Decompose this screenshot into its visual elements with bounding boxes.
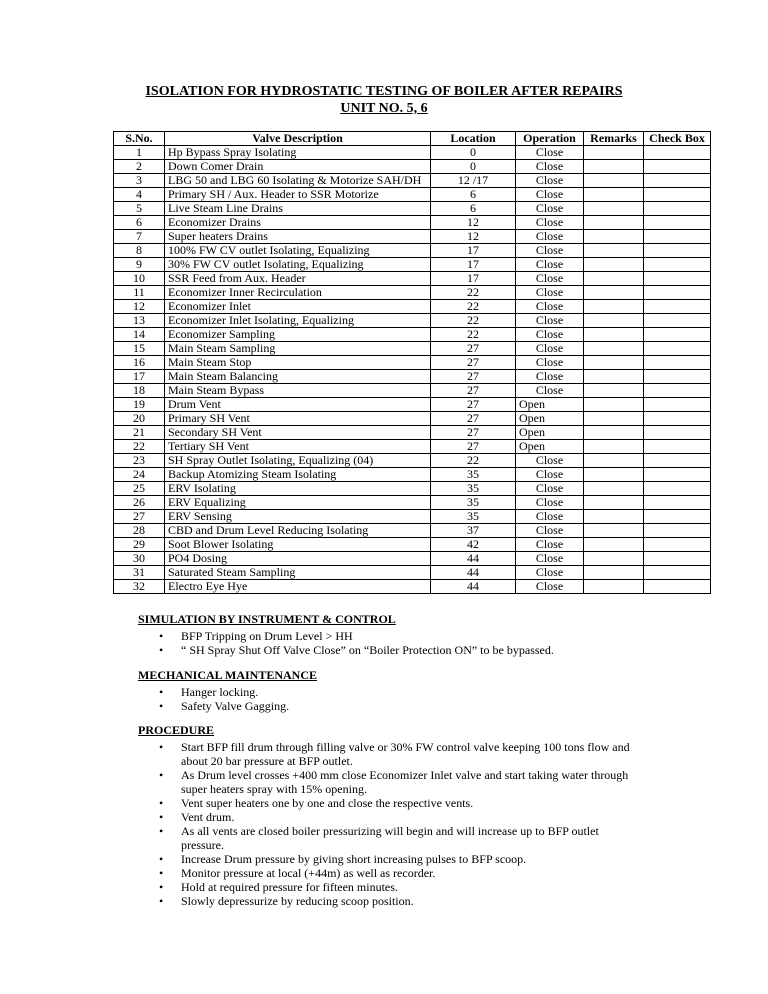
cell-check-box	[644, 552, 711, 566]
cell-description: Economizer Inlet	[165, 300, 431, 314]
cell-sno: 13	[114, 314, 165, 328]
procedure-list	[138, 740, 641, 908]
table-header-row	[114, 132, 711, 146]
cell-remarks	[584, 426, 644, 440]
cell-check-box	[644, 188, 711, 202]
cell-sno: 21	[114, 426, 165, 440]
cell-description: Main Steam Stop	[165, 356, 431, 370]
cell-operation: Close	[516, 524, 584, 538]
table-row	[114, 426, 711, 440]
cell-operation: Close	[516, 328, 584, 342]
cell-operation: Close	[516, 272, 584, 286]
list-item	[138, 810, 641, 824]
cell-operation: Open	[516, 398, 584, 412]
cell-remarks	[584, 398, 644, 412]
cell-description: Electro Eye Hye	[165, 580, 431, 594]
table-row	[114, 146, 711, 160]
table-row	[114, 552, 711, 566]
cell-check-box	[644, 272, 711, 286]
list-item-text: “ SH Spray Shut Off Valve Close” on “Boiler Protection ON” to be bypassed.	[181, 643, 554, 657]
cell-description: 30% FW CV outlet Isolating, Equalizing	[165, 258, 431, 272]
list-item-text: Increase Drum pressure by giving short increasing pulses to BFP scoop.	[181, 852, 527, 866]
cell-operation: Open	[516, 440, 584, 454]
list-item-text: Slowly depressurize by reducing scoop position.	[181, 894, 414, 908]
cell-check-box	[644, 146, 711, 160]
cell-description: Hp Bypass Spray Isolating	[165, 146, 431, 160]
column-header-sno: S.No.	[114, 132, 165, 146]
cell-remarks	[584, 496, 644, 510]
cell-description: 100% FW CV outlet Isolating, Equalizing	[165, 244, 431, 258]
cell-remarks	[584, 510, 644, 524]
cell-check-box	[644, 230, 711, 244]
cell-remarks	[584, 174, 644, 188]
cell-check-box	[644, 412, 711, 426]
column-header-remarks: Remarks	[584, 132, 644, 146]
cell-check-box	[644, 216, 711, 230]
cell-sno: 32	[114, 580, 165, 594]
cell-check-box	[644, 496, 711, 510]
table-row	[114, 202, 711, 216]
cell-operation: Close	[516, 216, 584, 230]
cell-description: Primary SH / Aux. Header to SSR Motorize	[165, 188, 431, 202]
cell-check-box	[644, 566, 711, 580]
list-item-text: Monitor pressure at local (+44m) as well as recorder.	[181, 866, 436, 880]
cell-operation: Close	[516, 202, 584, 216]
cell-sno: 5	[114, 202, 165, 216]
table-row	[114, 174, 711, 188]
cell-location: 17	[431, 244, 516, 258]
bullet-icon: •	[159, 643, 164, 657]
cell-operation: Close	[516, 342, 584, 356]
table-row	[114, 328, 711, 342]
cell-operation: Close	[516, 552, 584, 566]
cell-location: 37	[431, 524, 516, 538]
cell-operation: Close	[516, 580, 584, 594]
cell-sno: 26	[114, 496, 165, 510]
cell-location: 0	[431, 160, 516, 174]
cell-sno: 6	[114, 216, 165, 230]
cell-operation: Close	[516, 384, 584, 398]
simulation-list	[138, 629, 641, 657]
cell-check-box	[644, 314, 711, 328]
cell-check-box	[644, 468, 711, 482]
cell-description: Main Steam Balancing	[165, 370, 431, 384]
cell-remarks	[584, 272, 644, 286]
cell-check-box	[644, 426, 711, 440]
cell-check-box	[644, 454, 711, 468]
unit-subtitle: UNIT NO. 5, 6	[340, 101, 428, 116]
table-row	[114, 398, 711, 412]
cell-operation: Close	[516, 482, 584, 496]
table-row	[114, 412, 711, 426]
list-item	[138, 768, 641, 796]
page-title: ISOLATION FOR HYDROSTATIC TESTING OF BOILER AFTER REPAIRS	[145, 84, 623, 99]
cell-operation: Close	[516, 314, 584, 328]
cell-operation: Close	[516, 356, 584, 370]
cell-remarks	[584, 552, 644, 566]
cell-check-box	[644, 398, 711, 412]
cell-check-box	[644, 174, 711, 188]
table-row	[114, 314, 711, 328]
cell-check-box	[644, 524, 711, 538]
cell-operation: Close	[516, 370, 584, 384]
list-item	[138, 699, 641, 713]
bullet-icon: •	[159, 629, 164, 643]
cell-operation: Close	[516, 300, 584, 314]
cell-operation: Close	[516, 566, 584, 580]
cell-sno: 19	[114, 398, 165, 412]
cell-sno: 11	[114, 286, 165, 300]
cell-location: 12	[431, 216, 516, 230]
list-item-text: Vent drum.	[181, 810, 235, 824]
cell-sno: 29	[114, 538, 165, 552]
cell-operation: Close	[516, 538, 584, 552]
table-row	[114, 370, 711, 384]
cell-description: Down Comer Drain	[165, 160, 431, 174]
cell-sno: 12	[114, 300, 165, 314]
cell-location: 27	[431, 356, 516, 370]
table-row	[114, 454, 711, 468]
cell-remarks	[584, 258, 644, 272]
cell-check-box	[644, 510, 711, 524]
cell-sno: 28	[114, 524, 165, 538]
cell-location: 44	[431, 580, 516, 594]
cell-remarks	[584, 216, 644, 230]
column-header-check-box: Check Box	[644, 132, 711, 146]
table-row	[114, 468, 711, 482]
cell-check-box	[644, 580, 711, 594]
column-header-location: Location	[431, 132, 516, 146]
cell-operation: Open	[516, 426, 584, 440]
list-item-text: Hold at required pressure for fifteen minutes.	[181, 880, 398, 894]
cell-operation: Close	[516, 258, 584, 272]
column-header-description: Valve Description	[165, 132, 431, 146]
cell-remarks	[584, 468, 644, 482]
column-header-operation: Operation	[516, 132, 584, 146]
cell-remarks	[584, 356, 644, 370]
cell-remarks	[584, 524, 644, 538]
cell-sno: 1	[114, 146, 165, 160]
list-item	[138, 629, 641, 643]
procedure-heading: PROCEDURE	[138, 723, 215, 737]
cell-description: Economizer Inner Recirculation	[165, 286, 431, 300]
cell-check-box	[644, 370, 711, 384]
cell-description: Live Steam Line Drains	[165, 202, 431, 216]
list-item	[138, 740, 641, 768]
cell-description: Main Steam Sampling	[165, 342, 431, 356]
cell-location: 12	[431, 230, 516, 244]
cell-description: Backup Atomizing Steam Isolating	[165, 468, 431, 482]
cell-remarks	[584, 342, 644, 356]
cell-operation: Close	[516, 230, 584, 244]
cell-location: 27	[431, 440, 516, 454]
bullet-icon: •	[159, 852, 164, 866]
bullet-icon: •	[159, 824, 164, 838]
cell-check-box	[644, 244, 711, 258]
mechanical-list	[138, 685, 641, 713]
cell-sno: 18	[114, 384, 165, 398]
cell-description: Saturated Steam Sampling	[165, 566, 431, 580]
table-row	[114, 482, 711, 496]
table-row	[114, 244, 711, 258]
cell-location: 6	[431, 188, 516, 202]
cell-remarks	[584, 566, 644, 580]
cell-remarks	[584, 188, 644, 202]
cell-sno: 16	[114, 356, 165, 370]
cell-sno: 3	[114, 174, 165, 188]
list-item	[138, 796, 641, 810]
cell-remarks	[584, 454, 644, 468]
cell-location: 27	[431, 412, 516, 426]
cell-operation: Close	[516, 160, 584, 174]
cell-check-box	[644, 258, 711, 272]
cell-remarks	[584, 300, 644, 314]
cell-check-box	[644, 202, 711, 216]
table-row	[114, 538, 711, 552]
table-row	[114, 258, 711, 272]
cell-check-box	[644, 160, 711, 174]
cell-description: Super heaters Drains	[165, 230, 431, 244]
cell-sno: 10	[114, 272, 165, 286]
cell-operation: Close	[516, 174, 584, 188]
cell-description: LBG 50 and LBG 60 Isolating & Motorize SAH/DH	[165, 174, 431, 188]
cell-remarks	[584, 412, 644, 426]
cell-description: Primary SH Vent	[165, 412, 431, 426]
cell-remarks	[584, 146, 644, 160]
simulation-heading: SIMULATION BY INSTRUMENT & CONTROL	[138, 612, 396, 626]
cell-remarks	[584, 370, 644, 384]
bullet-icon: •	[159, 768, 164, 782]
cell-description: ERV Sensing	[165, 510, 431, 524]
cell-remarks	[584, 160, 644, 174]
cell-operation: Open	[516, 412, 584, 426]
list-item-text: Safety Valve Gagging.	[181, 699, 290, 713]
cell-location: 35	[431, 510, 516, 524]
table-row	[114, 524, 711, 538]
cell-sno: 20	[114, 412, 165, 426]
table-row	[114, 230, 711, 244]
cell-description: Secondary SH Vent	[165, 426, 431, 440]
cell-operation: Close	[516, 496, 584, 510]
cell-location: 35	[431, 468, 516, 482]
cell-operation: Close	[516, 286, 584, 300]
cell-location: 22	[431, 300, 516, 314]
table-row	[114, 384, 711, 398]
list-item	[138, 852, 641, 866]
cell-location: 27	[431, 370, 516, 384]
table-row	[114, 566, 711, 580]
cell-sno: 27	[114, 510, 165, 524]
cell-location: 44	[431, 552, 516, 566]
cell-description: PO4 Dosing	[165, 552, 431, 566]
cell-description: SH Spray Outlet Isolating, Equalizing (04)	[165, 454, 431, 468]
cell-sno: 23	[114, 454, 165, 468]
cell-remarks	[584, 244, 644, 258]
bullet-icon: •	[159, 880, 164, 894]
cell-description: Drum Vent	[165, 398, 431, 412]
mechanical-heading: MECHANICAL MAINTENANCE	[138, 668, 318, 682]
cell-location: 27	[431, 398, 516, 412]
table-row	[114, 496, 711, 510]
cell-location: 27	[431, 426, 516, 440]
bullet-icon: •	[159, 699, 164, 713]
valve-table-body	[114, 146, 711, 594]
procedure-section	[138, 723, 641, 908]
cell-location: 22	[431, 454, 516, 468]
cell-sno: 15	[114, 342, 165, 356]
cell-location: 35	[431, 496, 516, 510]
cell-location: 0	[431, 146, 516, 160]
cell-sno: 8	[114, 244, 165, 258]
list-item-text: Vent super heaters one by one and close the respective vents.	[181, 796, 474, 810]
cell-sno: 22	[114, 440, 165, 454]
cell-sno: 25	[114, 482, 165, 496]
list-item	[138, 643, 641, 657]
cell-location: 22	[431, 328, 516, 342]
list-item	[138, 824, 641, 852]
cell-remarks	[584, 440, 644, 454]
bullet-icon: •	[159, 796, 164, 810]
simulation-section	[138, 612, 641, 657]
cell-remarks	[584, 482, 644, 496]
cell-check-box	[644, 440, 711, 454]
cell-location: 22	[431, 286, 516, 300]
cell-check-box	[644, 482, 711, 496]
list-item	[138, 685, 641, 699]
cell-location: 35	[431, 482, 516, 496]
cell-check-box	[644, 384, 711, 398]
cell-sno: 14	[114, 328, 165, 342]
cell-operation: Close	[516, 468, 584, 482]
bullet-icon: •	[159, 740, 164, 754]
table-row	[114, 272, 711, 286]
cell-remarks	[584, 202, 644, 216]
cell-sno: 4	[114, 188, 165, 202]
table-row	[114, 300, 711, 314]
cell-description: SSR Feed from Aux. Header	[165, 272, 431, 286]
cell-location: 44	[431, 566, 516, 580]
cell-sno: 2	[114, 160, 165, 174]
cell-description: CBD and Drum Level Reducing Isolating	[165, 524, 431, 538]
cell-remarks	[584, 328, 644, 342]
cell-check-box	[644, 356, 711, 370]
table-row	[114, 160, 711, 174]
cell-description: Economizer Inlet Isolating, Equalizing	[165, 314, 431, 328]
table-row	[114, 580, 711, 594]
cell-description: Economizer Sampling	[165, 328, 431, 342]
bullet-icon: •	[159, 894, 164, 908]
cell-description: Tertiary SH Vent	[165, 440, 431, 454]
cell-check-box	[644, 286, 711, 300]
cell-sno: 31	[114, 566, 165, 580]
cell-location: 27	[431, 342, 516, 356]
bullet-icon: •	[159, 866, 164, 880]
table-row	[114, 356, 711, 370]
cell-operation: Close	[516, 188, 584, 202]
cell-location: 12 /17	[431, 174, 516, 188]
cell-operation: Close	[516, 244, 584, 258]
cell-check-box	[644, 328, 711, 342]
list-item-text: BFP Tripping on Drum Level > HH	[181, 629, 353, 643]
cell-remarks	[584, 538, 644, 552]
cell-location: 17	[431, 272, 516, 286]
list-item	[138, 894, 641, 908]
cell-location: 6	[431, 202, 516, 216]
cell-sno: 24	[114, 468, 165, 482]
cell-operation: Close	[516, 146, 584, 160]
table-row	[114, 286, 711, 300]
cell-sno: 17	[114, 370, 165, 384]
list-item	[138, 866, 641, 880]
table-row	[114, 188, 711, 202]
table-row	[114, 216, 711, 230]
bullet-icon: •	[159, 685, 164, 699]
cell-remarks	[584, 580, 644, 594]
table-row	[114, 440, 711, 454]
cell-remarks	[584, 384, 644, 398]
table-row	[114, 342, 711, 356]
list-item	[138, 880, 641, 894]
cell-sno: 9	[114, 258, 165, 272]
cell-location: 17	[431, 258, 516, 272]
cell-remarks	[584, 230, 644, 244]
table-row	[114, 510, 711, 524]
cell-location: 22	[431, 314, 516, 328]
cell-description: Soot Blower Isolating	[165, 538, 431, 552]
valve-table	[113, 131, 711, 594]
cell-remarks	[584, 286, 644, 300]
bullet-icon: •	[159, 810, 164, 824]
mechanical-section	[138, 668, 641, 713]
cell-operation: Close	[516, 454, 584, 468]
list-item-text: As all vents are closed boiler pressurizing will begin and will increase up to BFP outlet pressure.	[181, 824, 599, 852]
cell-check-box	[644, 342, 711, 356]
cell-description: Main Steam Bypass	[165, 384, 431, 398]
list-item-text: Hanger locking.	[181, 685, 259, 699]
cell-description: ERV Isolating	[165, 482, 431, 496]
cell-location: 27	[431, 384, 516, 398]
list-item-text: Start BFP fill drum through filling valve or 30% FW control valve keeping 100 tons flow and about 20 bar pressure at BFP outlet.	[181, 740, 630, 768]
list-item-text: As Drum level crosses +400 mm close Economizer Inlet valve and start taking water through super heaters spray with 15% opening.	[181, 768, 629, 796]
cell-operation: Close	[516, 510, 584, 524]
cell-location: 42	[431, 538, 516, 552]
cell-description: ERV Equalizing	[165, 496, 431, 510]
cell-remarks	[584, 314, 644, 328]
cell-check-box	[644, 538, 711, 552]
cell-description: Economizer Drains	[165, 216, 431, 230]
cell-check-box	[644, 300, 711, 314]
cell-sno: 7	[114, 230, 165, 244]
cell-sno: 30	[114, 552, 165, 566]
